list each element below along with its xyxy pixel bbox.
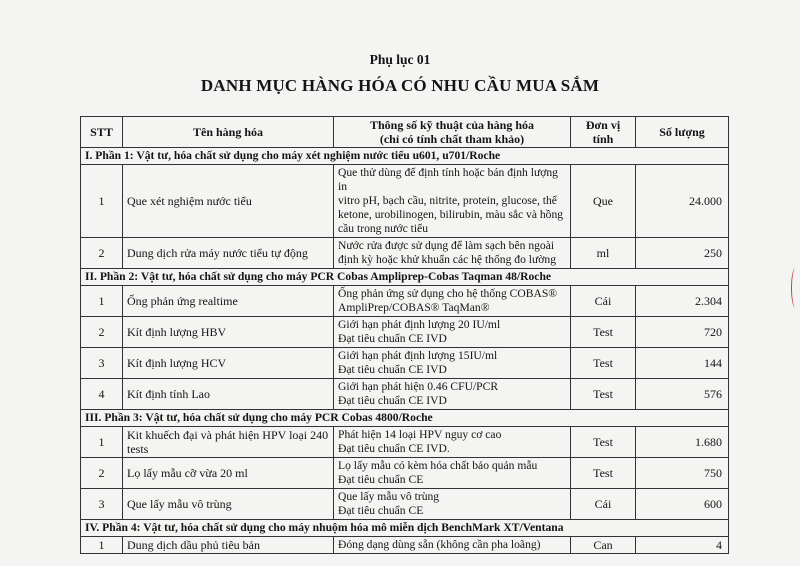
spec-line: vitro pH, bạch cầu, nitrite, protein, glucose, thể xyxy=(338,194,557,207)
cell-name: Lọ lấy mẫu cỡ vừa 20 ml xyxy=(123,458,334,489)
header-unit-line1: Đơn vị xyxy=(585,118,621,132)
spec-line: cầu trong nước tiểu xyxy=(338,222,428,235)
cell-qty: 576 xyxy=(636,379,729,410)
section-title: III. Phần 3: Vật tư, hóa chất sử dụng cho máy PCR Cobas 4800/Roche xyxy=(81,410,729,427)
section-title: II. Phần 2: Vật tư, hóa chất sử dụng cho máy PCR Cobas Ampliprep-Cobas Taqman 48/Roche xyxy=(81,269,729,286)
spec-line: Đóng dạng dùng sẵn (không cần pha loãng) xyxy=(338,538,541,551)
cell-qty: 144 xyxy=(636,348,729,379)
cell-qty: 24.000 xyxy=(636,165,729,238)
section-row xyxy=(81,148,729,165)
cell-unit: Cái xyxy=(571,489,636,520)
cell-unit: Test xyxy=(571,427,636,458)
header-spec-line2: (chỉ có tính chất tham khảo) xyxy=(379,132,525,146)
cell-spec xyxy=(334,165,571,238)
spec-line: Giới hạn phát định lượng 20 IU/ml xyxy=(338,318,501,331)
header-unit-line2: tính xyxy=(592,132,614,146)
section-row xyxy=(81,520,729,537)
spec-line: định kỳ hoặc khử khuẩn các hệ thống đo lường xyxy=(338,253,556,266)
table-header-row xyxy=(81,117,729,148)
cell-stt: 2 xyxy=(81,458,123,489)
spec-line: Giới hạn phát hiện 0.46 CFU/PCR xyxy=(338,380,499,393)
spec-line: Đạt tiêu chuẩn CE IVD xyxy=(338,332,447,345)
cell-stt: 3 xyxy=(81,348,123,379)
cell-unit: Can xyxy=(571,537,636,554)
cell-spec xyxy=(334,489,571,520)
table-row xyxy=(81,317,729,348)
cell-name: Dung dịch dầu phủ tiêu bản xyxy=(123,537,334,554)
cell-name: Kít định lượng HCV xyxy=(123,348,334,379)
cell-spec xyxy=(334,286,571,317)
table-body xyxy=(81,148,729,554)
cell-name: Dung dịch rửa máy nước tiểu tự động xyxy=(123,238,334,269)
cell-unit: Que xyxy=(571,165,636,238)
cell-qty: 250 xyxy=(636,238,729,269)
cell-stt: 1 xyxy=(81,165,123,238)
cell-spec xyxy=(334,537,571,554)
document-title: DANH MỤC HÀNG HÓA CÓ NHU CẦU MUA SẮM xyxy=(200,76,600,95)
section-row xyxy=(81,410,729,427)
cell-stt: 3 xyxy=(81,489,123,520)
header-qty: Số lượng xyxy=(636,117,729,148)
section-row xyxy=(81,269,729,286)
cell-qty: 4 xyxy=(636,537,729,554)
table-row xyxy=(81,379,729,410)
spec-line: Lọ lấy mẫu có kèm hóa chất bảo quản mẫu xyxy=(338,459,538,472)
cell-stt: 4 xyxy=(81,379,123,410)
table-row xyxy=(81,286,729,317)
table-row xyxy=(81,348,729,379)
spec-line: Đạt tiêu chuẩn CE IVD. xyxy=(338,442,450,455)
spec-line: Que lấy mẫu vô trùng xyxy=(338,490,440,503)
spec-line: AmpliPrep/COBAS® TaqMan® xyxy=(338,301,490,314)
cell-stt: 2 xyxy=(81,238,123,269)
cell-name: Kit khuếch đại và phát hiện HPV loại 240 tests xyxy=(123,427,334,458)
spec-line: Phát hiện 14 loại HPV nguy cơ cao xyxy=(338,428,502,441)
cell-stt: 1 xyxy=(81,427,123,458)
cell-unit: Test xyxy=(571,348,636,379)
cell-qty: 2.304 xyxy=(636,286,729,317)
table-row xyxy=(81,489,729,520)
table-row xyxy=(81,238,729,269)
appendix-label: Phụ lục 01 xyxy=(369,52,431,67)
section-title: I. Phần 1: Vật tư, hóa chất sử dụng cho máy xét nghiệm nước tiểu u601, u701/Roche xyxy=(81,148,729,165)
header-name: Tên hàng hóa xyxy=(123,117,334,148)
cell-name: Ống phản ứng realtime xyxy=(123,286,334,317)
cell-stt: 1 xyxy=(81,286,123,317)
goods-table xyxy=(80,116,729,554)
cell-spec xyxy=(334,238,571,269)
cell-unit: Test xyxy=(571,317,636,348)
spec-line: Đạt tiêu chuẩn CE IVD xyxy=(338,363,447,376)
cell-qty: 750 xyxy=(636,458,729,489)
header-spec-line1: Thông số kỹ thuật của hàng hóa xyxy=(369,118,535,132)
cell-name: Que lấy mẫu vô trùng xyxy=(123,489,334,520)
cell-unit: Cái xyxy=(571,286,636,317)
cell-name: Kít định lượng HBV xyxy=(123,317,334,348)
cell-stt: 2 xyxy=(81,317,123,348)
header-unit xyxy=(571,117,636,148)
cell-unit: Test xyxy=(571,379,636,410)
table-row xyxy=(81,458,729,489)
cell-spec xyxy=(334,427,571,458)
spec-line: Que thử dùng để định tính hoặc bán định lượng in xyxy=(338,166,558,193)
red-stamp-edge xyxy=(791,268,800,308)
cell-qty: 1.680 xyxy=(636,427,729,458)
cell-spec xyxy=(334,379,571,410)
header-stt: STT xyxy=(81,117,123,148)
spec-line: Đạt tiêu chuẩn CE xyxy=(338,504,424,517)
cell-spec xyxy=(334,317,571,348)
cell-spec xyxy=(334,348,571,379)
cell-name: Que xét nghiệm nước tiểu xyxy=(123,165,334,238)
cell-stt: 1 xyxy=(81,537,123,554)
cell-name: Kít định tính Lao xyxy=(123,379,334,410)
spec-line: Ống phản ứng sử dụng cho hệ thống COBAS® xyxy=(338,287,558,300)
cell-qty: 600 xyxy=(636,489,729,520)
cell-spec xyxy=(334,458,571,489)
spec-line: Giới hạn phát định lượng 15IU/ml xyxy=(338,349,498,362)
header-spec xyxy=(334,117,571,148)
spec-line: Đạt tiêu chuẩn CE IVD xyxy=(338,394,447,407)
section-title: IV. Phần 4: Vật tư, hóa chất sử dụng cho máy nhuộm hóa mô miễn dịch BenchMark XT/Ventana xyxy=(81,520,729,537)
table-row xyxy=(81,427,729,458)
spec-line: ketone, urobilinogen, bilirubin, màu sắc và hồng xyxy=(338,208,564,221)
table-row xyxy=(81,537,729,554)
spec-line: Nước rửa được sử dụng để làm sạch bên ngoài xyxy=(338,239,555,252)
cell-unit: Test xyxy=(571,458,636,489)
cell-unit: ml xyxy=(571,238,636,269)
cell-qty: 720 xyxy=(636,317,729,348)
table-row xyxy=(81,165,729,238)
spec-line: Đạt tiêu chuẩn CE xyxy=(338,473,424,486)
